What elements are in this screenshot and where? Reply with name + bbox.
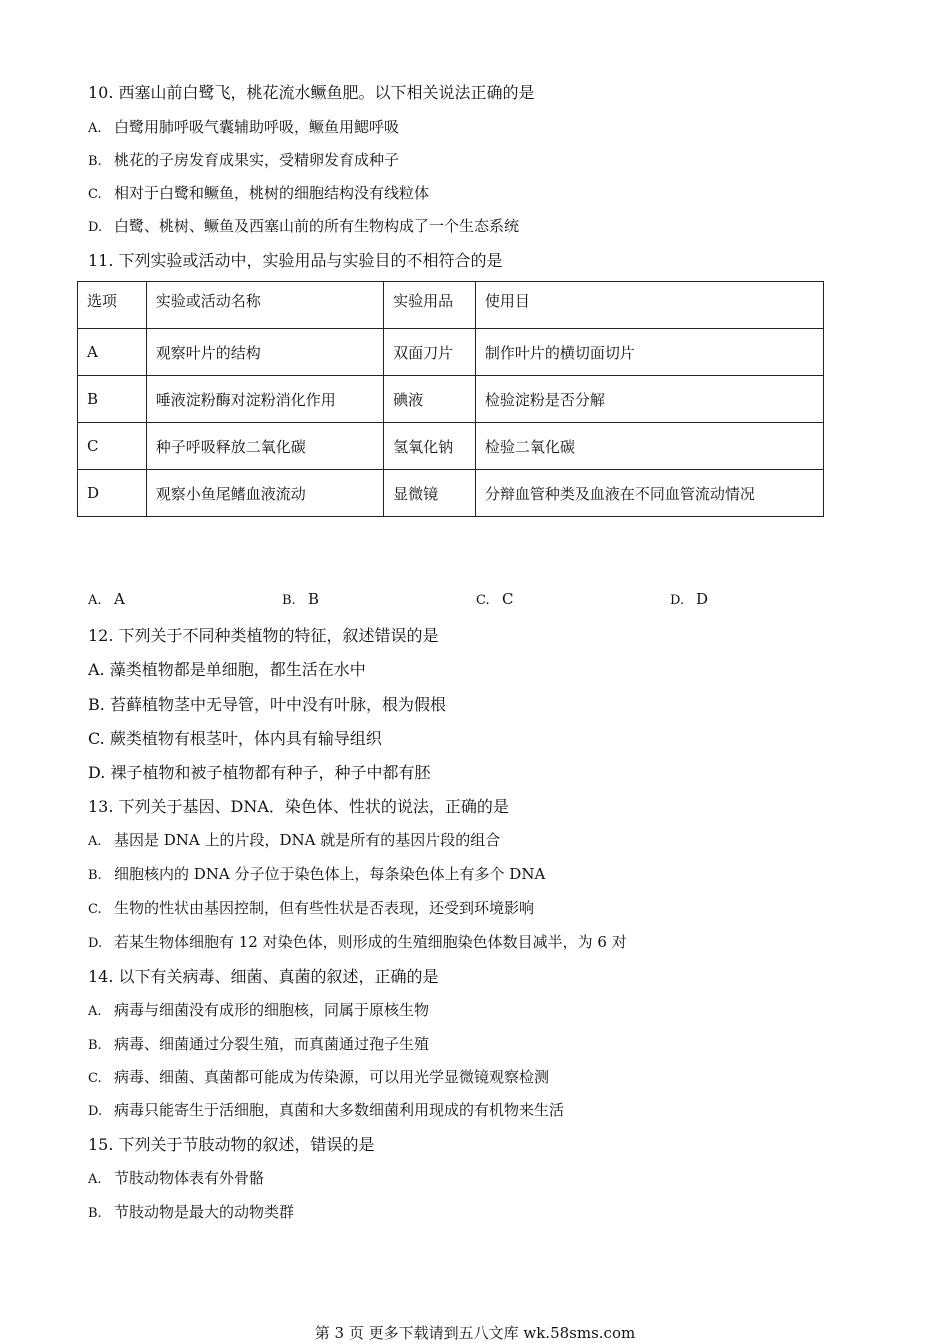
q11-stem: 11. 下列实验或活动中，实验用品与实验目的不相符合的是: [88, 251, 503, 270]
table-cell: 显微镜: [384, 470, 476, 517]
q13-stem: 13. 下列关于基因、DNA．染色体、性状的说法，正确的是: [88, 797, 509, 816]
table-cell: 分辩血管种类及血液在不同血管流动情况: [475, 470, 823, 517]
table-row: [78, 376, 824, 423]
q11-option-a: A. A: [88, 590, 125, 608]
page-footer: 第 3 页 更多下载请到五八文库 wk.58sms.com: [314, 1324, 636, 1342]
table-header-cell: 选项: [78, 282, 147, 329]
q14-option-c: C. 病毒、细菌、真菌都可能成为传染源，可以用光学显微镜观察检测: [88, 1068, 550, 1086]
q14-stem: 14. 以下有关病毒、细菌、真菌的叙述，正确的是: [88, 967, 439, 986]
q11-option-d: D. D: [670, 590, 709, 608]
table-header-row: [78, 282, 824, 329]
table-cell: C: [78, 423, 147, 470]
table-header-cell: 实验或活动名称: [146, 282, 383, 329]
q14-option-d: D. 病毒只能寄生于活细胞，真菌和大多数细菌利用现成的有机物来生活: [88, 1101, 565, 1119]
table-cell: 氢氧化钠: [384, 423, 476, 470]
table-cell: 双面刀片: [384, 329, 476, 376]
table-cell: 观察小鱼尾鳍血液流动: [146, 470, 383, 517]
q12-stem: 12. 下列关于不同种类植物的特征，叙述错误的是: [88, 626, 439, 645]
q15-option-a: A. 节肢动物体表有外骨骼: [88, 1169, 265, 1187]
q14-option-a: A. 病毒与细菌没有成形的细胞核，同属于原核生物: [88, 1001, 430, 1019]
q12-option-d: D. 裸子植物和被子植物都有种子，种子中都有胚: [88, 763, 431, 782]
q13-option-b: B. 细胞核内的 DNA 分子位于染色体上，每条染色体上有多个 DNA: [88, 865, 546, 883]
q15-option-b: B. 节肢动物是最大的动物类群: [88, 1203, 295, 1221]
table-cell: 种子呼吸释放二氧化碳: [146, 423, 383, 470]
table-cell: A: [78, 329, 147, 376]
q10-option-b: B. 桃花的子房发育成果实，受精卵发育成种子: [88, 151, 400, 169]
table-cell: 观察叶片的结构: [146, 329, 383, 376]
table-cell: 碘液: [384, 376, 476, 423]
q11-table: [77, 281, 824, 517]
q10-option-d: D. 白鹭、桃树、鳜鱼及西塞山前的所有生物构成了一个生态系统: [88, 217, 520, 235]
q13-option-d: D. 若某生物体细胞有 12 对染色体，则形成的生殖细胞染色体数目减半，为 6 对: [88, 933, 627, 951]
q10-stem: 10. 西塞山前白鹭飞，桃花流水鳜鱼肥。以下相关说法正确的是: [88, 83, 535, 102]
table-row: [78, 329, 824, 376]
table-cell: 制作叶片的横切面切片: [475, 329, 823, 376]
table-cell: 检验淀粉是否分解: [475, 376, 823, 423]
table-header-cell: 实验用品: [384, 282, 476, 329]
q11-option-c: C. C: [476, 590, 514, 608]
q14-option-b: B. 病毒、细菌通过分裂生殖，而真菌通过孢子生殖: [88, 1035, 430, 1053]
table-cell: 检验二氧化碳: [475, 423, 823, 470]
table-cell: 唾液淀粉酶对淀粉消化作用: [146, 376, 383, 423]
q10-option-a: A. 白鹭用肺呼吸气囊辅助呼吸，鳜鱼用鳃呼吸: [88, 118, 400, 136]
q11-option-b: B. B: [282, 590, 320, 608]
q13-option-a: A. 基因是 DNA 上的片段，DNA 就是所有的基因片段的组合: [88, 831, 501, 849]
table-header-cell: 使用目: [475, 282, 823, 329]
table-cell: D: [78, 470, 147, 517]
q15-stem: 15. 下列关于节肢动物的叙述，错误的是: [88, 1135, 375, 1154]
q12-option-b: B. 苔藓植物茎中无导管，叶中没有叶脉，根为假根: [88, 695, 446, 714]
q13-option-c: C. 生物的性状由基因控制，但有些性状是否表现，还受到环境影响: [88, 899, 535, 917]
table-cell: B: [78, 376, 147, 423]
q10-option-c: C. 相对于白鹭和鳜鱼，桃树的细胞结构没有线粒体: [88, 184, 430, 202]
q12-option-a: A. 藻类植物都是单细胞，都生活在水中: [88, 660, 366, 679]
table-row: [78, 423, 824, 470]
q12-option-c: C. 蕨类植物有根茎叶，体内具有输导组织: [88, 729, 382, 748]
table-row: [78, 470, 824, 517]
